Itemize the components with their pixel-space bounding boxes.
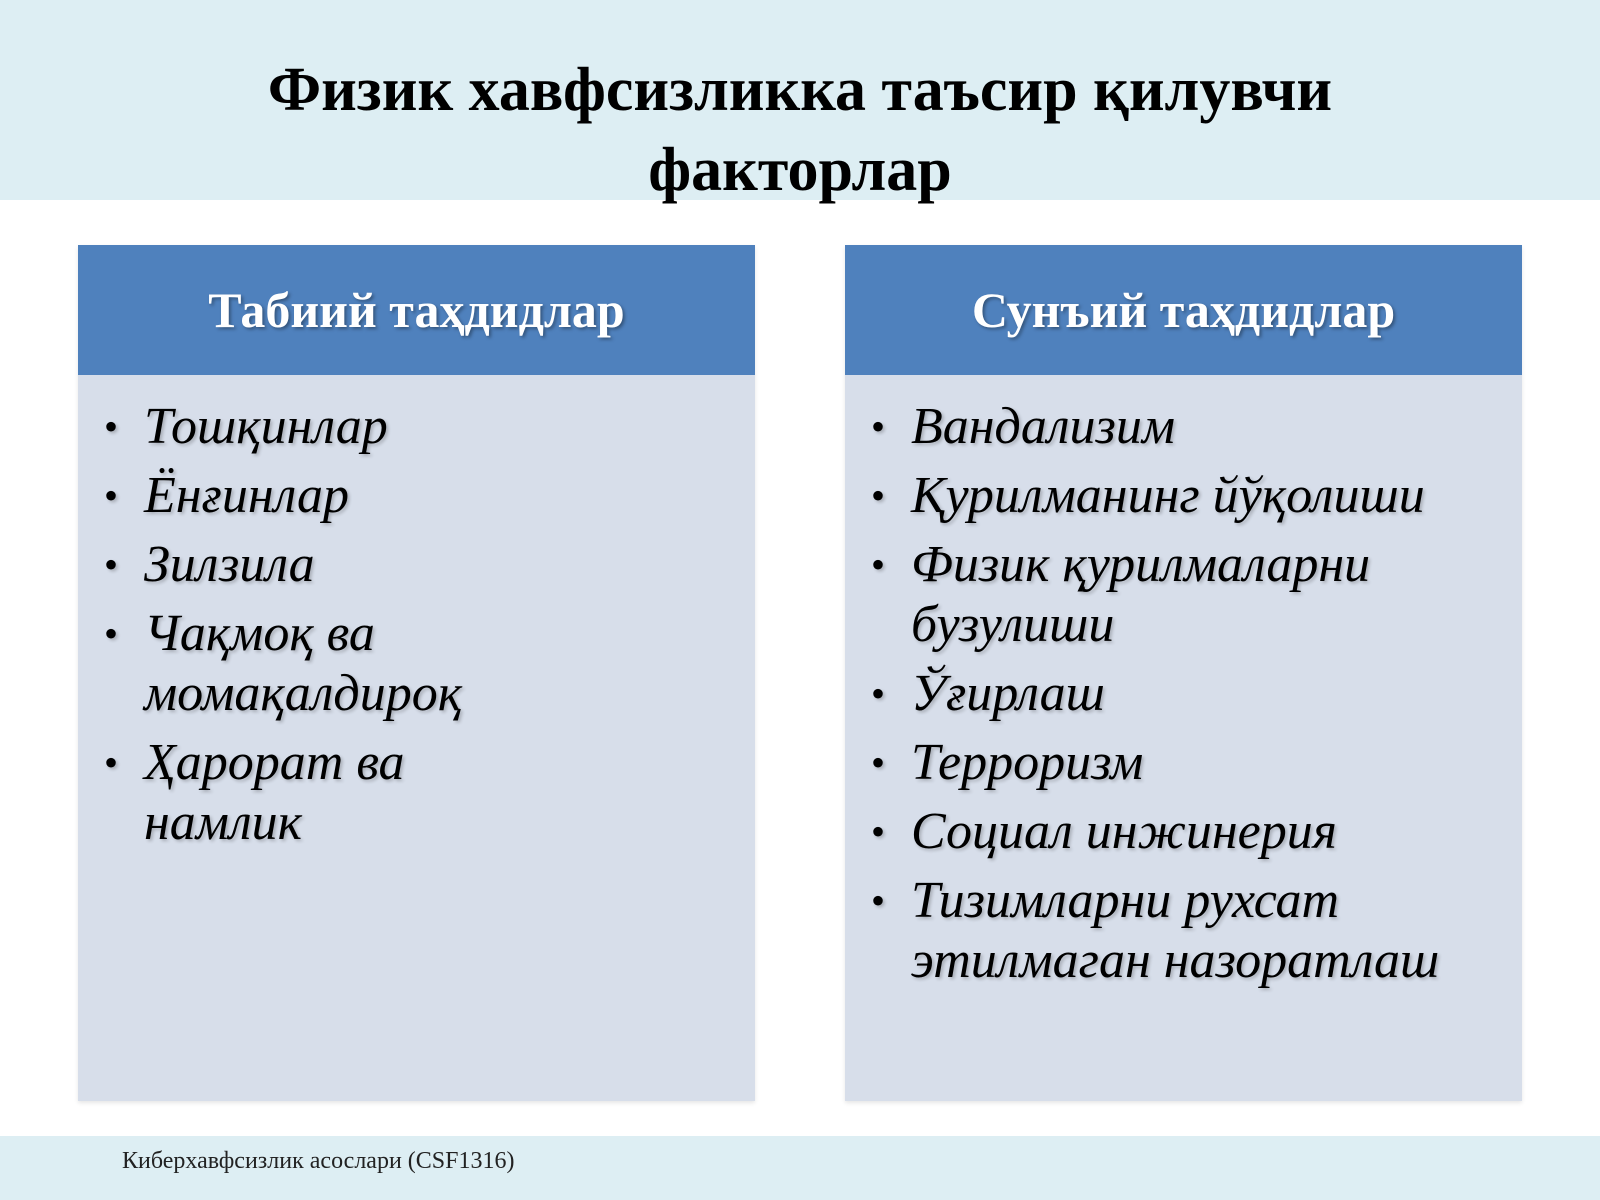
list-item [845,733,1465,793]
artificial-threats-panel [845,245,1522,1101]
slide-title: Физик хавфсизликка таъсир қилувчи факторлар [267,56,1333,204]
panel-header [845,245,1522,375]
list-item [845,871,1465,991]
list-item-text: Зилзила [144,536,315,593]
list-item [845,802,1465,862]
artificial-threats-heading: Сунъий таҳдидлар [971,282,1396,338]
panel-header [78,245,755,375]
bullet-icon: • [104,404,119,449]
list-item [78,604,478,724]
list-item [78,535,478,595]
list-item [845,535,1465,655]
natural-threats-panel [78,245,755,1101]
bullet-icon: • [871,878,886,923]
bullet-icon: • [104,473,119,518]
bullet-icon: • [871,473,886,518]
bullet-icon: • [871,404,886,449]
list-item-text: Қурилманинг йўқолиши [911,467,1425,524]
bullet-icon: • [871,671,886,716]
list-item-text: Ёнғинлар [144,467,349,524]
list-item [845,466,1465,526]
list-item [845,397,1465,457]
list-item-text: Ҳарорат ва намлик [144,734,405,851]
natural-threats-heading: Табиий таҳдидлар [208,282,625,338]
bullet-icon: • [104,611,119,656]
bullet-icon: • [871,809,886,854]
list-item-text: Терроризм [911,734,1144,791]
list-item [845,664,1465,724]
list-item [78,733,478,853]
list-item-text: Чақмоқ ва момақалдироқ [144,605,463,722]
list-item-text: Вандализим [911,398,1176,455]
bullet-icon: • [104,740,119,785]
list-item-text: Тошқинлар [144,398,388,455]
artificial-threats-list [845,375,1465,991]
list-item-text: Тизимларни рухсат этилмаган назоратлаш [911,872,1440,989]
list-item-text: Социал инжинерия [911,803,1337,860]
list-item [78,397,478,457]
list-item-text: Физик қурилмаларни бузулиши [911,536,1371,653]
bullet-icon: • [871,740,886,785]
footer-course-label: Киберхавфсизлик асослари (CSF1316) [122,1148,515,1174]
bullet-icon: • [871,542,886,587]
list-item [78,466,478,526]
natural-threats-list [78,375,478,853]
bullet-icon: • [104,542,119,587]
list-item-text: Ўғирлаш [911,665,1105,722]
